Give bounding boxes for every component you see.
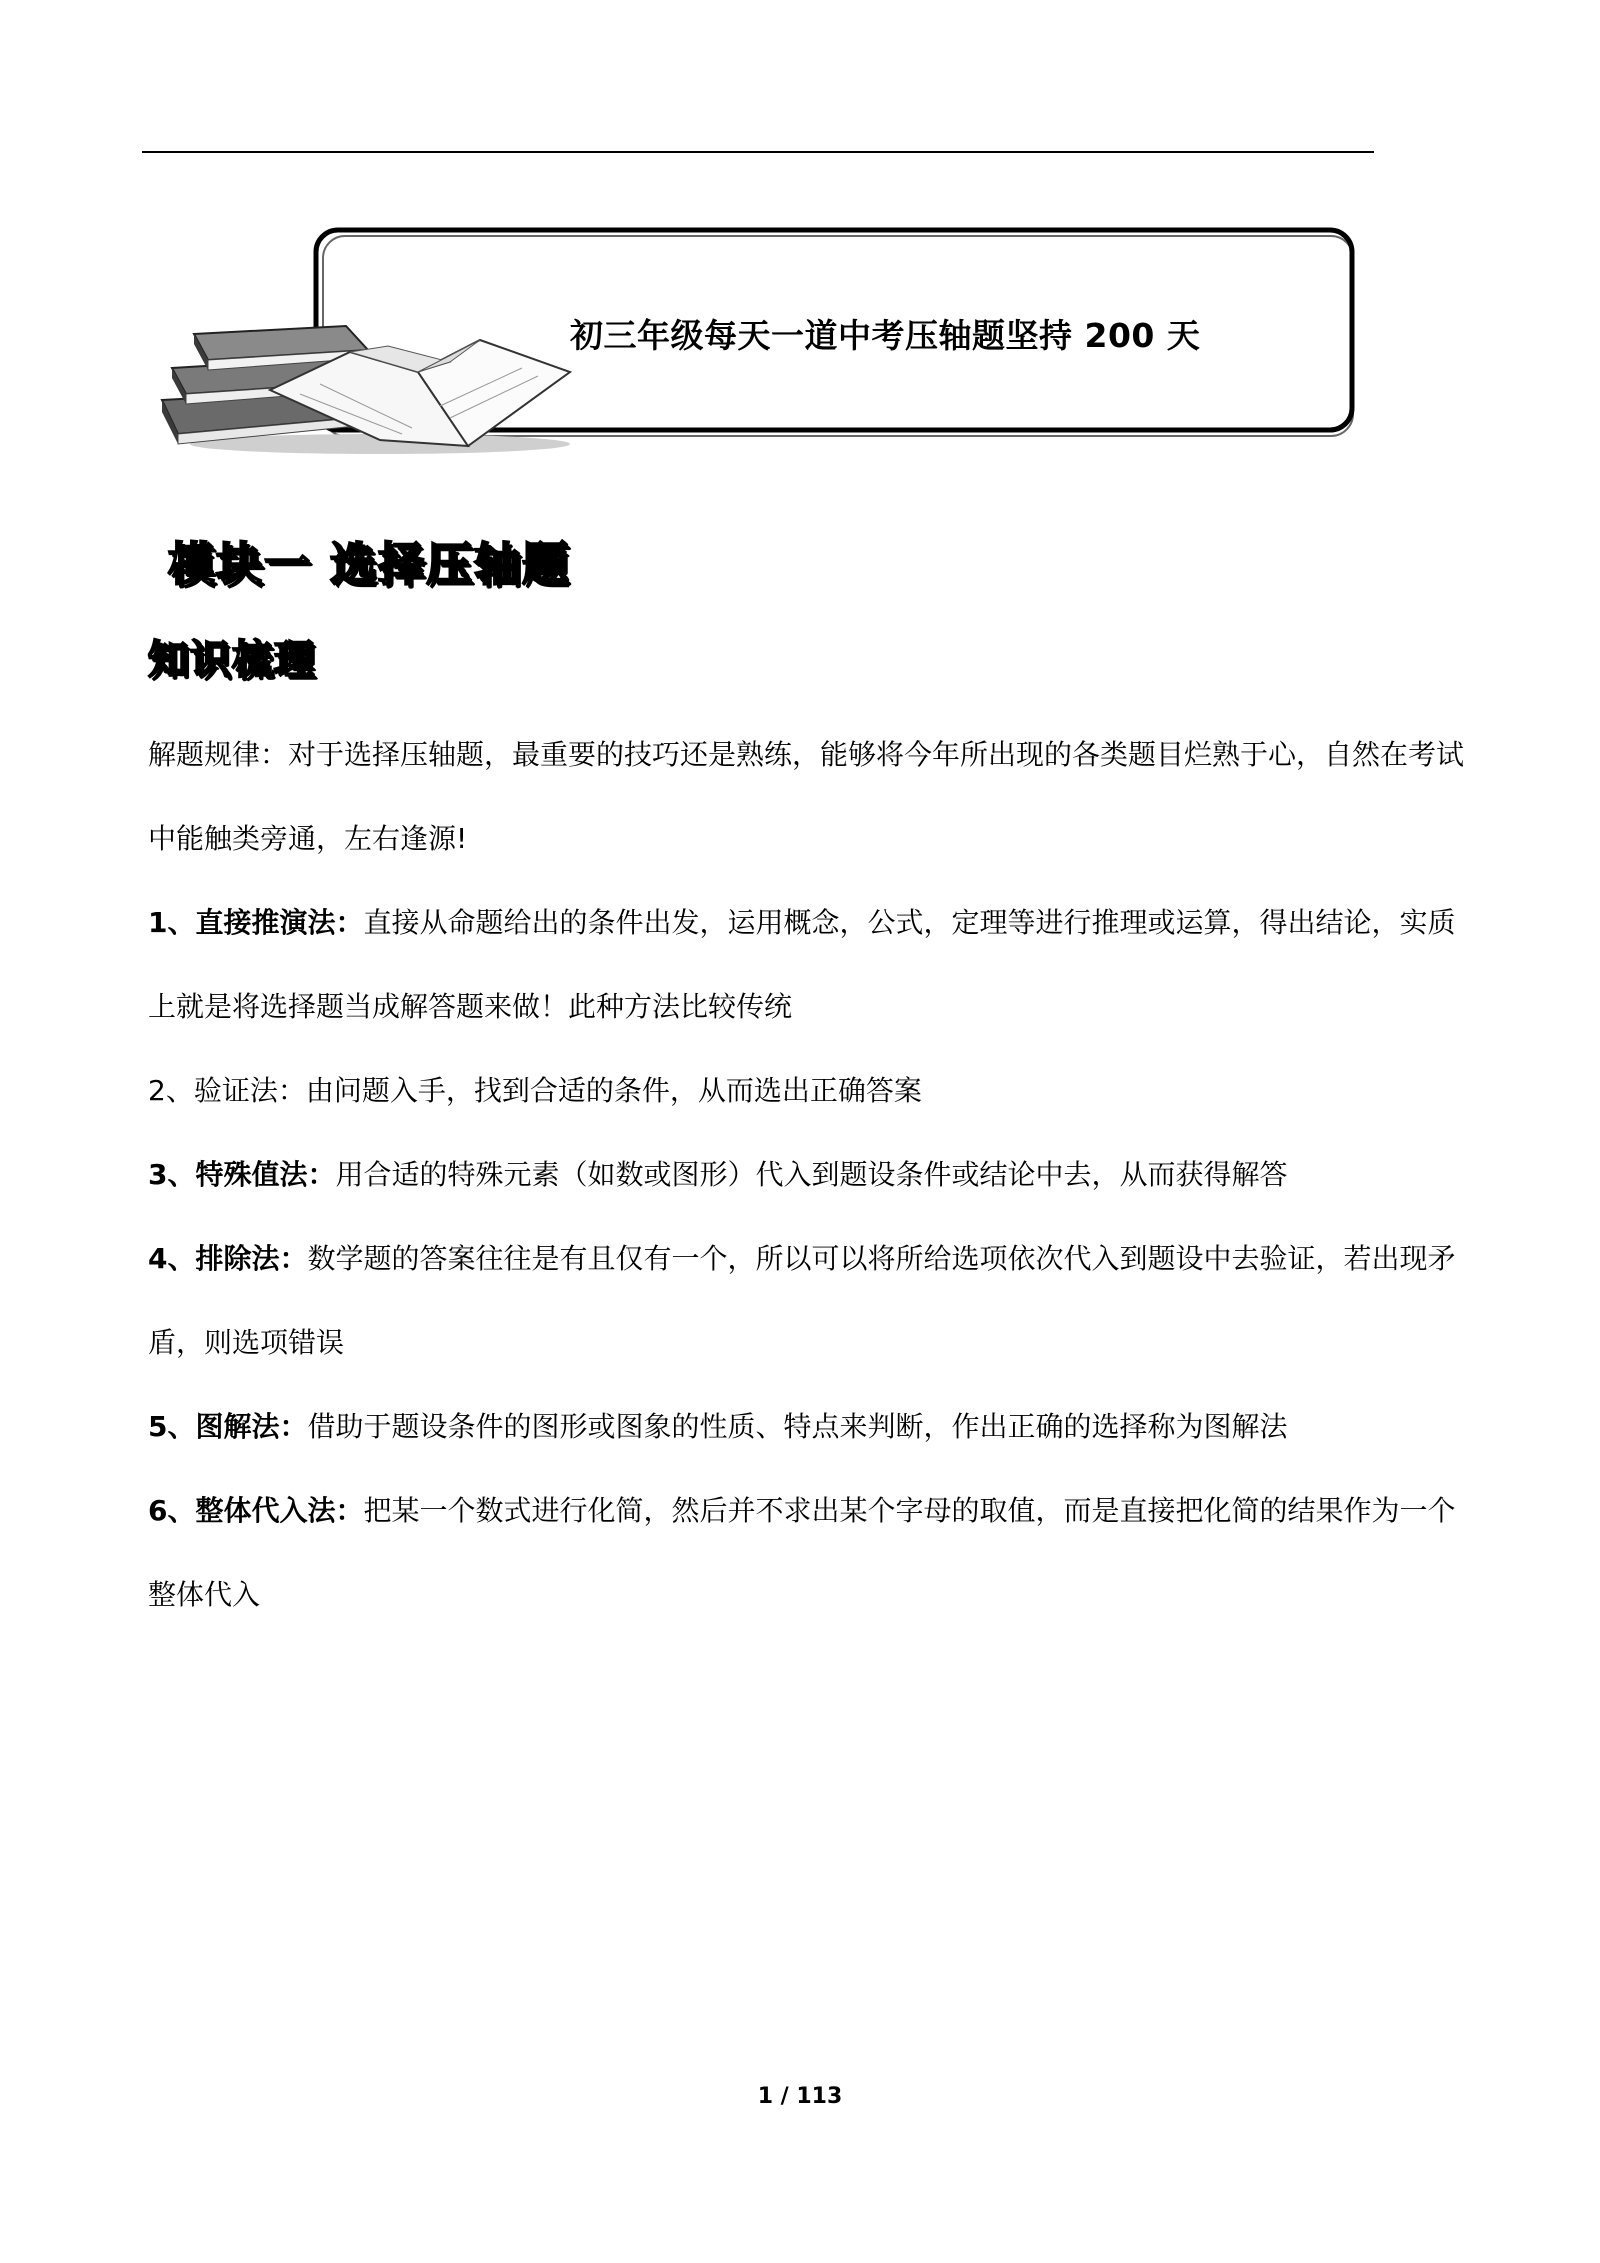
- title-banner: [150, 222, 1360, 462]
- method-label: 1、直接推演法：: [148, 906, 364, 939]
- content-body: [148, 713, 1468, 1637]
- method-text: 由问题入手，找到合适的条件，从而选出正确答案: [305, 1074, 922, 1107]
- banner-title: 初三年级每天一道中考压轴题坚持 200 天: [570, 316, 1201, 355]
- method-label: 4、排除法：: [148, 1242, 308, 1275]
- method-text: 借助于题设条件的图形或图象的性质、特点来判断，作出正确的选择称为图解法: [307, 1410, 1288, 1443]
- header-rule: [142, 151, 1374, 153]
- method-text: 数学题的答案往往是有且仅有一个，所以可以将所给选项依次代入到题设中去验证，若出现矛盾，则选项错误: [148, 1242, 1456, 1359]
- module-title: 模块一 选择压轴题: [168, 537, 571, 591]
- method-label: 2、验证法：: [148, 1074, 306, 1107]
- section-title: 知识梳理: [148, 637, 316, 683]
- method-item: [148, 1049, 1468, 1133]
- method-item: [148, 1217, 1468, 1385]
- method-text: 把某一个数式进行化简，然后并不求出某个字母的取值，而是直接把化简的结果作为一个整体代入: [148, 1494, 1456, 1611]
- method-label: 6、整体代入法：: [148, 1494, 364, 1527]
- method-text: 用合适的特殊元素（如数或图形）代入到题设条件或结论中去，从而获得解答: [335, 1158, 1288, 1191]
- method-item: [148, 1385, 1468, 1469]
- method-label: 3、特殊值法：: [148, 1158, 336, 1191]
- method-label: 5、图解法：: [148, 1410, 308, 1443]
- intro-paragraph: 解题规律：对于选择压轴题，最重要的技巧还是熟练，能够将今年所出现的各类题目烂熟于心，自然在考试中能触类旁通，左右逢源!: [148, 738, 1465, 855]
- method-item: [148, 1469, 1468, 1637]
- method-item: [148, 1133, 1468, 1217]
- method-item: [148, 881, 1468, 1049]
- page-number: 1 / 113: [757, 2084, 843, 2109]
- method-text: 直接从命题给出的条件出发，运用概念，公式，定理等进行推理或运算，得出结论，实质上就是将选择题当成解答题来做！此种方法比较传统: [148, 906, 1456, 1023]
